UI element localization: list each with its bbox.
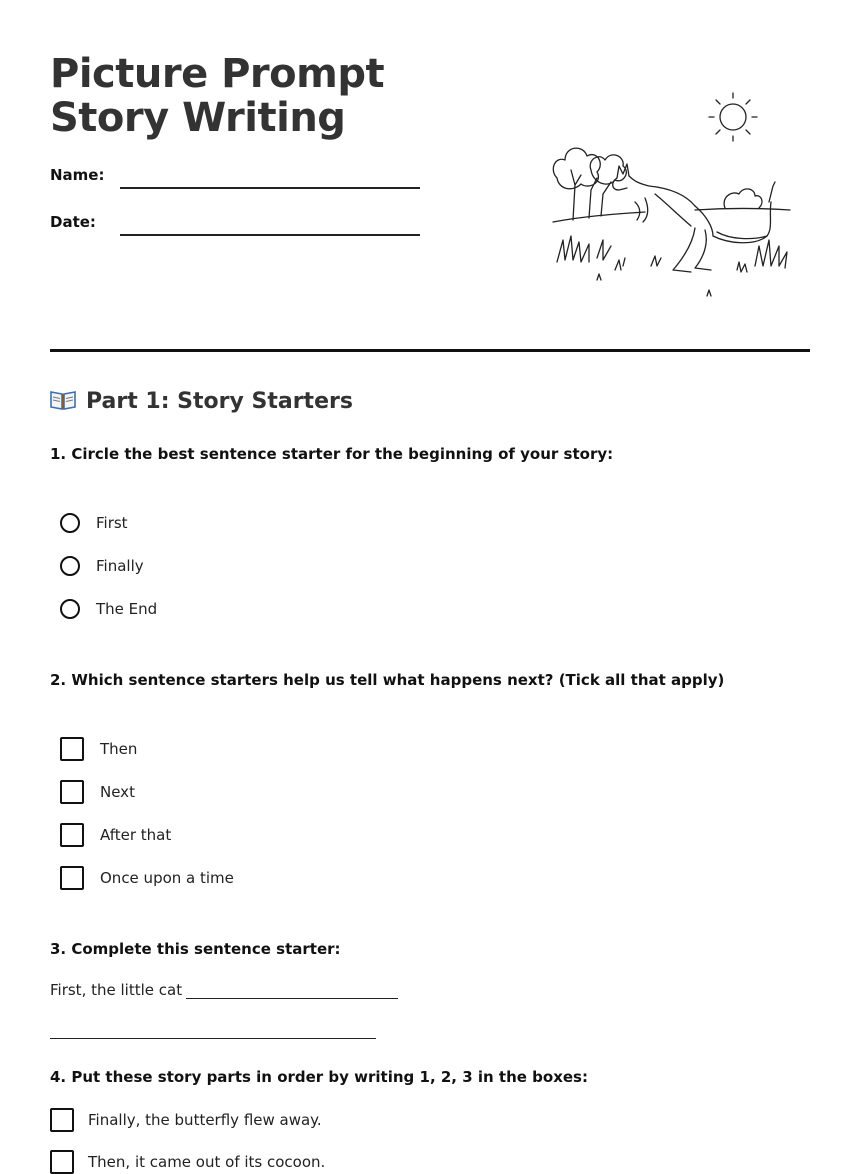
question-4: 4. Put these story parts in order by writing 1, 2, 3 in the boxes:	[50, 1068, 588, 1086]
checkbox[interactable]	[60, 823, 84, 847]
checkbox[interactable]	[60, 866, 84, 890]
page-title: Picture Prompt Story Writing	[50, 51, 385, 141]
question-3: 3. Complete this sentence starter:	[50, 940, 341, 958]
q2-option-then[interactable]	[60, 737, 137, 761]
question-2: 2. Which sentence starters help us tell what happens next? (Tick all that apply)	[50, 671, 725, 689]
option-label: After that	[100, 826, 172, 844]
order-item-label: Then, it came out of its cocoon.	[88, 1153, 326, 1171]
q2-option-after-that[interactable]	[60, 823, 171, 847]
order-box[interactable]	[50, 1108, 74, 1132]
order-item[interactable]	[50, 1108, 322, 1132]
order-box[interactable]	[50, 1150, 74, 1174]
section-title-text: Part 1: Story Starters	[86, 389, 353, 414]
option-label: First	[96, 514, 128, 532]
kangaroo-illustration	[545, 90, 800, 305]
checkbox[interactable]	[60, 780, 84, 804]
trees-icon	[553, 148, 626, 220]
sun-icon	[709, 93, 757, 141]
date-label: Date:	[50, 213, 96, 231]
option-label: The End	[96, 600, 158, 618]
name-line[interactable]	[120, 187, 420, 189]
open-book-icon	[50, 389, 76, 411]
order-item-label: Finally, the butterfly flew away.	[88, 1111, 322, 1129]
q1-option-the-end[interactable]	[60, 597, 157, 621]
answer-blank[interactable]	[186, 983, 398, 999]
option-label: Once upon a time	[100, 869, 234, 887]
option-label: Next	[100, 783, 135, 801]
sentence-starter	[50, 981, 398, 999]
option-label: Finally	[96, 557, 144, 575]
radio-circle[interactable]	[60, 599, 80, 619]
sentence-prompt: First, the little cat	[50, 981, 183, 999]
q2-option-once-upon-a-time[interactable]	[60, 866, 234, 890]
section-divider	[50, 349, 810, 352]
answer-line[interactable]	[50, 1038, 376, 1039]
grass-icon	[557, 236, 787, 296]
order-item[interactable]	[50, 1150, 325, 1174]
option-label: Then	[100, 740, 138, 758]
ground-icon	[553, 189, 790, 222]
date-line[interactable]	[120, 234, 420, 236]
radio-circle[interactable]	[60, 556, 80, 576]
checkbox[interactable]	[60, 737, 84, 761]
section-title-part1	[50, 389, 353, 414]
name-label: Name:	[50, 166, 105, 184]
q1-option-finally[interactable]	[60, 554, 144, 578]
kangaroo-icon	[613, 164, 775, 272]
question-1: 1. Circle the best sentence starter for the beginning of your story:	[50, 445, 614, 463]
q1-option-first[interactable]	[60, 511, 128, 535]
radio-circle[interactable]	[60, 513, 80, 533]
q2-option-next[interactable]	[60, 780, 135, 804]
